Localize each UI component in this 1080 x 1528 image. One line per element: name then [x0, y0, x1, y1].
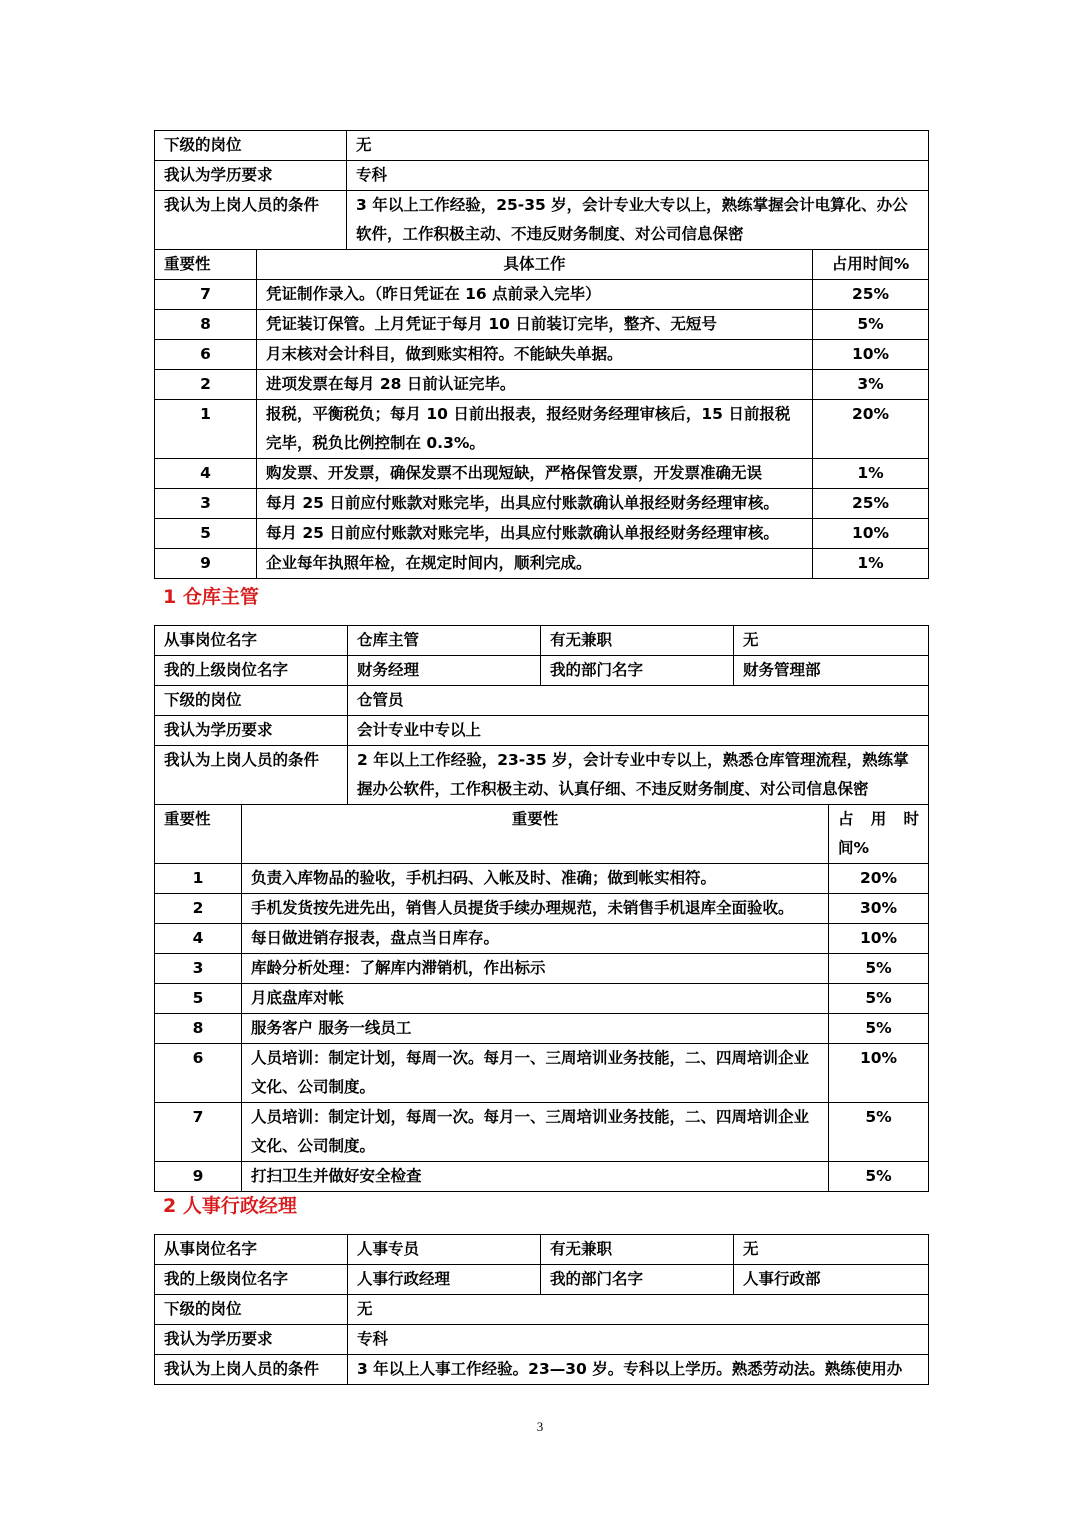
importance-cell: 8 [155, 1014, 242, 1044]
value-cell: 会计专业中专以上 [348, 716, 929, 746]
importance-cell: 6 [155, 1044, 242, 1103]
task-cell: 库龄分析处理：了解库内滞销机，作出标示 [242, 954, 829, 984]
task-cell: 购发票、开发票，确保发票不出现短缺，严格保管发票，开发票准确无误 [257, 459, 813, 489]
label-cell: 我认为学历要求 [155, 1325, 348, 1355]
header-time: 占 用 时 间% [829, 805, 929, 864]
importance-cell: 5 [155, 519, 257, 549]
label-cell: 我的部门名字 [541, 656, 734, 686]
importance-cell: 4 [155, 459, 257, 489]
value-cell: 仓管员 [348, 686, 929, 716]
importance-cell: 3 [155, 954, 242, 984]
value-cell: 无 [347, 131, 929, 161]
task-cell: 服务客户 服务一线员工 [242, 1014, 829, 1044]
time-cell: 5% [829, 984, 929, 1014]
importance-cell: 9 [155, 1162, 242, 1192]
header-task: 具体工作 [257, 250, 813, 280]
table-row [155, 519, 929, 549]
importance-cell: 1 [155, 864, 242, 894]
accountant-job-table [154, 130, 929, 579]
value-cell: 无 [734, 1235, 929, 1265]
label-cell: 从事岗位名字 [155, 626, 348, 656]
hr-job-table [154, 1234, 929, 1385]
time-cell: 5% [813, 310, 929, 340]
section-heading-hr: 2 人事行政经理 [163, 1195, 297, 1217]
label-cell: 我的上级岗位名字 [155, 656, 348, 686]
label-cell: 我认为学历要求 [155, 161, 347, 191]
value-cell: 专科 [347, 161, 929, 191]
time-cell: 20% [813, 400, 929, 459]
task-cell: 月底盘库对帐 [242, 984, 829, 1014]
time-cell: 25% [813, 489, 929, 519]
table-row [155, 954, 929, 984]
table-row [155, 489, 929, 519]
time-cell: 3% [813, 370, 929, 400]
table-row [155, 1295, 929, 1325]
table-row [155, 161, 929, 191]
time-cell: 5% [829, 1162, 929, 1192]
table-row [155, 1355, 929, 1385]
table-row [155, 1044, 929, 1103]
value-cell: 2 年以上工作经验，23-35 岁，会计专业中专以上，熟悉仓库管理流程，熟练掌握办公软件，工作积极主动、认真仔细、不违反财务制度、对公司信息保密 [348, 746, 929, 805]
importance-cell: 2 [155, 894, 242, 924]
table-row [155, 340, 929, 370]
label-cell: 我认为学历要求 [155, 716, 348, 746]
table-row [155, 626, 929, 656]
value-cell: 3 年以上工作经验，25-35 岁，会计专业大专以上，熟练掌握会计电算化、办公软件，工作积极主动、不违反财务制度、对公司信息保密 [347, 191, 929, 250]
value-cell: 人事行政部 [734, 1265, 929, 1295]
label-cell: 我的部门名字 [541, 1265, 734, 1295]
label-cell: 下级的岗位 [155, 686, 348, 716]
table-row [155, 656, 929, 686]
time-cell: 5% [829, 1103, 929, 1162]
table-row [155, 191, 929, 250]
label-cell: 我认为上岗人员的条件 [155, 746, 348, 805]
table-row [155, 864, 929, 894]
table-row [155, 746, 929, 805]
task-header-row [155, 805, 929, 864]
time-cell: 5% [829, 954, 929, 984]
task-cell: 凭证制作录入。（昨日凭证在 16 点前录入完毕） [257, 280, 813, 310]
importance-cell: 7 [155, 280, 257, 310]
table-row [155, 131, 929, 161]
table-row [155, 370, 929, 400]
time-cell: 10% [829, 924, 929, 954]
importance-cell: 3 [155, 489, 257, 519]
task-cell: 手机发货按先进先出，销售人员提货手续办理规范，未销售手机退库全面验收。 [242, 894, 829, 924]
importance-cell: 8 [155, 310, 257, 340]
task-cell: 进项发票在每月 28 日前认证完毕。 [257, 370, 813, 400]
table-row [155, 280, 929, 310]
table-row [155, 686, 929, 716]
value-cell: 仓库主管 [348, 626, 541, 656]
value-cell: 人事专员 [348, 1235, 541, 1265]
table-row [155, 924, 929, 954]
task-header-row [155, 250, 929, 280]
header-time: 占用时间% [813, 250, 929, 280]
task-cell: 人员培训：制定计划，每周一次。每月一、三周培训业务技能，二、四周培训企业文化、公司制度。 [242, 1103, 829, 1162]
page-number: 3 [536, 1419, 544, 1434]
value-cell: 无 [734, 626, 929, 656]
time-cell: 1% [813, 459, 929, 489]
time-cell: 20% [829, 864, 929, 894]
time-cell: 1% [813, 549, 929, 579]
value-cell: 3 年以上人事工作经验。23—30 岁。专科以上学历。熟悉劳动法。熟练使用办 [348, 1355, 929, 1385]
importance-cell: 1 [155, 400, 257, 459]
table-row [155, 1235, 929, 1265]
table-row [155, 984, 929, 1014]
section-heading-warehouse: 1 仓库主管 [163, 586, 259, 608]
task-cell: 凭证装订保管。上月凭证于每月 10 日前装订完毕，整齐、无短号 [257, 310, 813, 340]
warehouse-job-table [154, 625, 929, 1192]
table-row [155, 1162, 929, 1192]
value-cell: 人事行政经理 [348, 1265, 541, 1295]
table-row [155, 1103, 929, 1162]
value-cell: 财务管理部 [734, 656, 929, 686]
label-cell: 下级的岗位 [155, 1295, 348, 1325]
header-importance: 重要性 [155, 805, 242, 864]
label-cell: 下级的岗位 [155, 131, 347, 161]
time-cell: 5% [829, 1014, 929, 1044]
label-cell: 我的上级岗位名字 [155, 1265, 348, 1295]
importance-cell: 5 [155, 984, 242, 1014]
value-cell: 专科 [348, 1325, 929, 1355]
importance-cell: 7 [155, 1103, 242, 1162]
label-cell: 我认为上岗人员的条件 [155, 1355, 348, 1385]
importance-cell: 6 [155, 340, 257, 370]
time-cell: 25% [813, 280, 929, 310]
task-cell: 每日做进销存报表，盘点当日库存。 [242, 924, 829, 954]
task-cell: 每月 25 日前应付账款对账完毕，出具应付账款确认单报经财务经理审核。 [257, 519, 813, 549]
label-cell: 我认为上岗人员的条件 [155, 191, 347, 250]
task-cell: 打扫卫生并做好安全检查 [242, 1162, 829, 1192]
label-cell: 有无兼职 [541, 1235, 734, 1265]
value-cell: 无 [348, 1295, 929, 1325]
table-row [155, 459, 929, 489]
time-cell: 30% [829, 894, 929, 924]
time-cell: 10% [813, 340, 929, 370]
importance-cell: 2 [155, 370, 257, 400]
time-cell: 10% [829, 1044, 929, 1103]
label-cell: 有无兼职 [541, 626, 734, 656]
task-cell: 人员培训：制定计划，每周一次。每月一、三周培训业务技能，二、四周培训企业文化、公司制度。 [242, 1044, 829, 1103]
importance-cell: 4 [155, 924, 242, 954]
table-row [155, 894, 929, 924]
table-row [155, 716, 929, 746]
table-row [155, 1265, 929, 1295]
time-cell: 10% [813, 519, 929, 549]
table-row [155, 1014, 929, 1044]
task-cell: 企业每年执照年检，在规定时间内，顺利完成。 [257, 549, 813, 579]
table-row [155, 1325, 929, 1355]
table-row [155, 400, 929, 459]
task-cell: 负责入库物品的验收，手机扫码、入帐及时、准确；做到帐实相符。 [242, 864, 829, 894]
importance-cell: 9 [155, 549, 257, 579]
value-cell: 财务经理 [348, 656, 541, 686]
table-row [155, 549, 929, 579]
task-cell: 报税，平衡税负；每月 10 日前出报表，报经财务经理审核后，15 日前报税完毕，税负比例控制在 0.3%。 [257, 400, 813, 459]
task-cell: 每月 25 日前应付账款对账完毕，出具应付账款确认单报经财务经理审核。 [257, 489, 813, 519]
label-cell: 从事岗位名字 [155, 1235, 348, 1265]
header-task: 重要性 [242, 805, 829, 864]
header-importance: 重要性 [155, 250, 257, 280]
table-row [155, 310, 929, 340]
task-cell: 月末核对会计科目，做到账实相符。不能缺失单据。 [257, 340, 813, 370]
